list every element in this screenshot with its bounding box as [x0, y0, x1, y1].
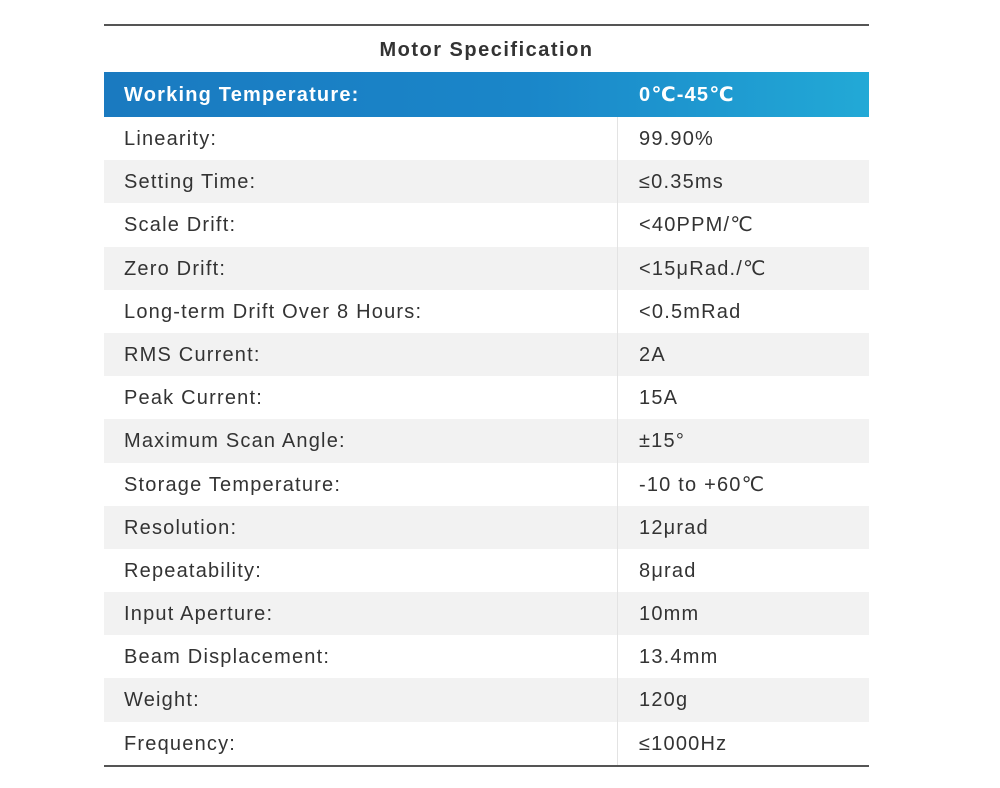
row-value: 120g: [639, 689, 689, 712]
table-row: [104, 160, 869, 203]
row-label: Input Aperture:: [104, 592, 618, 635]
header-value: 0℃-45℃: [639, 84, 735, 106]
table-row: [104, 247, 869, 290]
row-label: Peak Current:: [104, 376, 618, 419]
row-label: Setting Time:: [104, 160, 618, 203]
row-value: <40PPM/℃: [639, 214, 754, 237]
row-label: Maximum Scan Angle:: [104, 419, 618, 462]
table-row: [104, 117, 869, 160]
row-label: RMS Current:: [104, 333, 618, 376]
row-value: 15A: [639, 387, 679, 410]
table-row: [104, 333, 869, 376]
spec-table: [104, 24, 869, 767]
table-row: [104, 203, 869, 246]
row-value: 8μrad: [639, 559, 697, 582]
table-row: [104, 549, 869, 592]
table-row: [104, 290, 869, 333]
row-value: 2A: [639, 343, 666, 366]
row-value: 10mm: [639, 603, 700, 626]
table-title: Motor Specification: [379, 39, 594, 61]
row-label: Long-term Drift Over 8 Hours:: [104, 290, 618, 333]
row-label: Beam Displacement:: [104, 635, 618, 678]
table-row: [104, 463, 869, 506]
row-value: <15μRad./℃: [639, 257, 767, 280]
row-value: 99.90%: [639, 128, 715, 150]
row-value: ≤1000Hz: [639, 732, 728, 755]
row-value: 13.4mm: [639, 646, 719, 669]
table-row: [104, 419, 869, 462]
row-value: -10 to +60℃: [639, 473, 766, 496]
row-label: Zero Drift:: [104, 247, 618, 290]
row-value: 12μrad: [639, 516, 709, 539]
row-label: Weight:: [104, 678, 618, 721]
table-row: [104, 506, 869, 549]
row-value: <0.5mRad: [639, 300, 742, 323]
table-row: [104, 635, 869, 678]
table-header-row: [104, 72, 869, 117]
table-row: [104, 678, 869, 721]
row-label: Resolution:: [104, 506, 618, 549]
table-row: [104, 592, 869, 635]
table-row: [104, 722, 869, 765]
row-label: Frequency:: [104, 722, 618, 765]
header-label: Working Temperature:: [124, 84, 360, 106]
row-value: ±15°: [639, 430, 686, 453]
table-row: [104, 376, 869, 419]
row-label: Storage Temperature:: [104, 463, 618, 506]
row-label: Scale Drift:: [104, 203, 618, 246]
row-label: Repeatability:: [104, 549, 618, 592]
row-value: ≤0.35ms: [639, 171, 724, 194]
row-label: Linearity:: [104, 117, 618, 160]
